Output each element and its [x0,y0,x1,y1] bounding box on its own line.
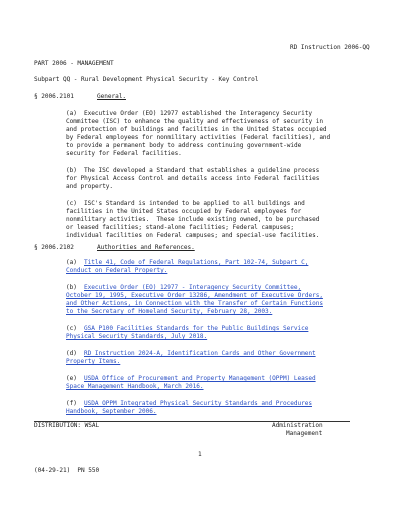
reference-link-cfr[interactable]: Conduct on Federal Property. [66,267,168,274]
paragraph-line: The ISC developed a Standard that establishes a guideline process [84,167,320,174]
paragraph-label: (b) [66,167,77,174]
section-number: § 2006.2102 [34,244,74,251]
reference-label: (f) [66,400,77,407]
paragraph-line: for Physical Access Control and details access into Federal facilities [66,175,320,182]
reference-link-oppm-leased[interactable]: Space Management Handbook, March 2016. [66,383,204,390]
paragraph-line: Executive Order (EO) 12977 established the Interagency Security [84,110,312,117]
page-number: 1 [198,451,202,458]
reference-label: (b) [66,284,77,291]
reference-link-gsa[interactable]: GSA P100 Facilities Standards for the Public Buildings Service [84,325,309,332]
paragraph-label: (c) [66,200,77,207]
reference-link-oppm-security[interactable]: Handbook, September 2006. [66,408,157,415]
paragraph-line: facilities in the United States occupied by Federal employees for [66,208,302,215]
reference-link-oppm-leased[interactable]: USDA Office of Procurement and Property Management (OPPM) Leased [84,375,316,382]
part-title: PART 2006 - MANAGEMENT [34,60,114,67]
paragraph-line: Committee (ISC) to enhance the quality and effectiveness of security in [66,118,323,125]
distribution-line: DISTRIBUTION: WSAL [34,422,100,429]
reference-link-eo[interactable]: October 19, 1995, Executive Order 13286, Amendment of Executive Orders, [66,292,323,299]
reference-label: (a) [66,259,77,266]
paragraph-line: or leased facilities; stand-alone facilities; Federal campuses; [66,224,294,231]
reference-link-eo[interactable]: and Other Actions, in Connection with the Transfer of Certain Functions [66,300,323,307]
section-heading: General. [97,93,126,100]
reference-link-oppm-security[interactable]: USDA OPPM Integrated Physical Security Standards and Procedures [84,400,312,407]
paragraph-line: security for Federal facilities. [66,150,182,157]
reference-label: (d) [66,350,77,357]
paragraph-line: individual facilities on Federal campuses; and special-use facilities. [66,232,320,239]
reference-link-cfr[interactable]: Title 41, Code of Federal Regulations, Part 102-74, Subpart C, [84,259,309,266]
admin-line-1: Administration [272,422,323,429]
section-heading: Authorities and References. [97,244,195,251]
section-number: § 2006.2101 [34,93,74,100]
admin-line-2: Management [286,430,323,437]
reference-link-eo[interactable]: Executive Order (EO) 12977 - Interagency Security Committee, [84,284,302,291]
instruction-header: RD Instruction 2006-QQ [290,44,370,51]
paragraph-label: (a) [66,110,77,117]
date-pn: (04-29-21) PN 550 [34,467,100,474]
reference-link-eo[interactable]: to the Secretary of Homeland Security, February 28, 2003. [66,308,273,315]
paragraph-line: nonmilitary activities. These include existing owned, to be purchased [66,216,320,223]
reference-label: (c) [66,325,77,332]
paragraph-line: and property. [66,183,114,190]
subpart-title: Subpart QQ - Rural Development Physical Security - Key Control [34,76,259,83]
reference-link-rd-instruction[interactable]: Property Items. [66,358,121,365]
reference-link-gsa[interactable]: Physical Security Standards, July 2018. [66,333,208,340]
reference-link-rd-instruction[interactable]: RD Instruction 2024-A, Identification Cards and Other Government [84,350,316,357]
paragraph-line: by Federal employees for nonmilitary activities (Federal facilities), and [66,134,331,141]
paragraph-line: ISC's Standard is intended to be applied to all buildings and [84,200,305,207]
paragraph-line: to provide a permanent body to address continuing government-wide [66,142,302,149]
reference-label: (e) [66,375,77,382]
paragraph-line: and protection of buildings and facilities in the United States occupied [66,126,327,133]
